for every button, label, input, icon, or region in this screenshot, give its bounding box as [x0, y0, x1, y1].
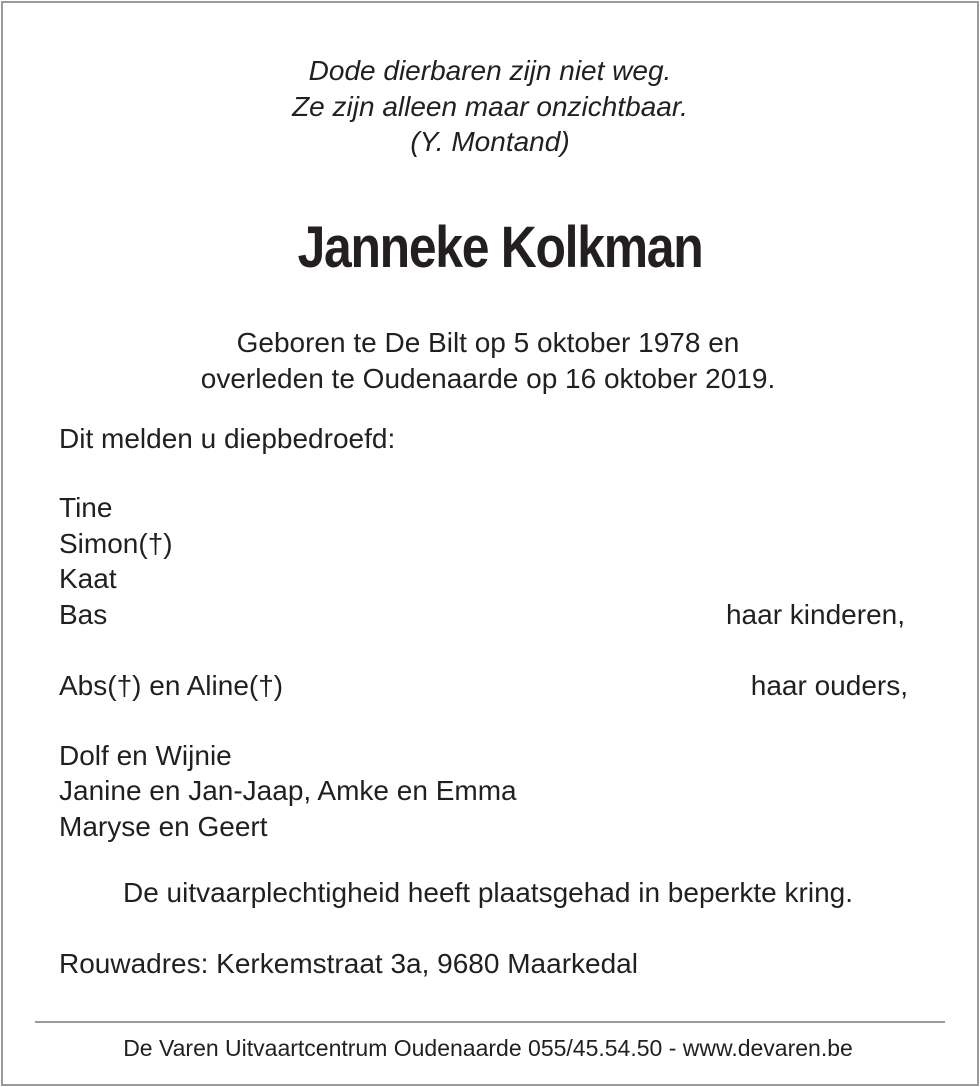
quote-attribution: (Y. Montand): [410, 126, 570, 157]
deceased-name: Janneke Kolkman: [297, 215, 703, 280]
children-relation: haar kinderen,: [725, 599, 905, 630]
quote-line-1: Dode dierbaren zijn niet weg.: [308, 55, 672, 86]
child-name: Bas: [59, 599, 108, 630]
child-name: Simon(†): [59, 528, 173, 559]
birth-line: Geboren te De Bilt op 5 oktober 1978 en: [236, 327, 740, 358]
funeral-home-footer: De Varen Uitvaartcentrum Oudenaarde 055/45.54.50 - www.devaren.be: [123, 1035, 853, 1061]
death-line: overleden te Oudenaarde op 16 oktober 2019.: [200, 363, 776, 394]
sibling-line: Janine en Jan-Jaap, Amke en Emma: [59, 775, 517, 806]
parents-names: Abs(†) en Aline(†): [59, 670, 284, 701]
sibling-line: Dolf en Wijnie: [59, 740, 232, 771]
quote-line-2: Ze zijn alleen maar onzichtbaar.: [292, 91, 688, 122]
sibling-line: Maryse en Geert: [59, 811, 268, 842]
mourning-address: Rouwadres: Kerkemstraat 3a, 9680 Maarkedal: [59, 948, 638, 979]
child-name: Tine: [59, 492, 113, 523]
child-name: Kaat: [59, 563, 117, 594]
parents-relation: haar ouders,: [750, 670, 908, 701]
announcement-intro: Dit melden u diepbedroefd:: [59, 423, 396, 454]
footer-divider: [35, 1021, 945, 1023]
funeral-note: De uitvaarplechtigheid heeft plaatsgehad in beperkte kring.: [122, 877, 854, 908]
